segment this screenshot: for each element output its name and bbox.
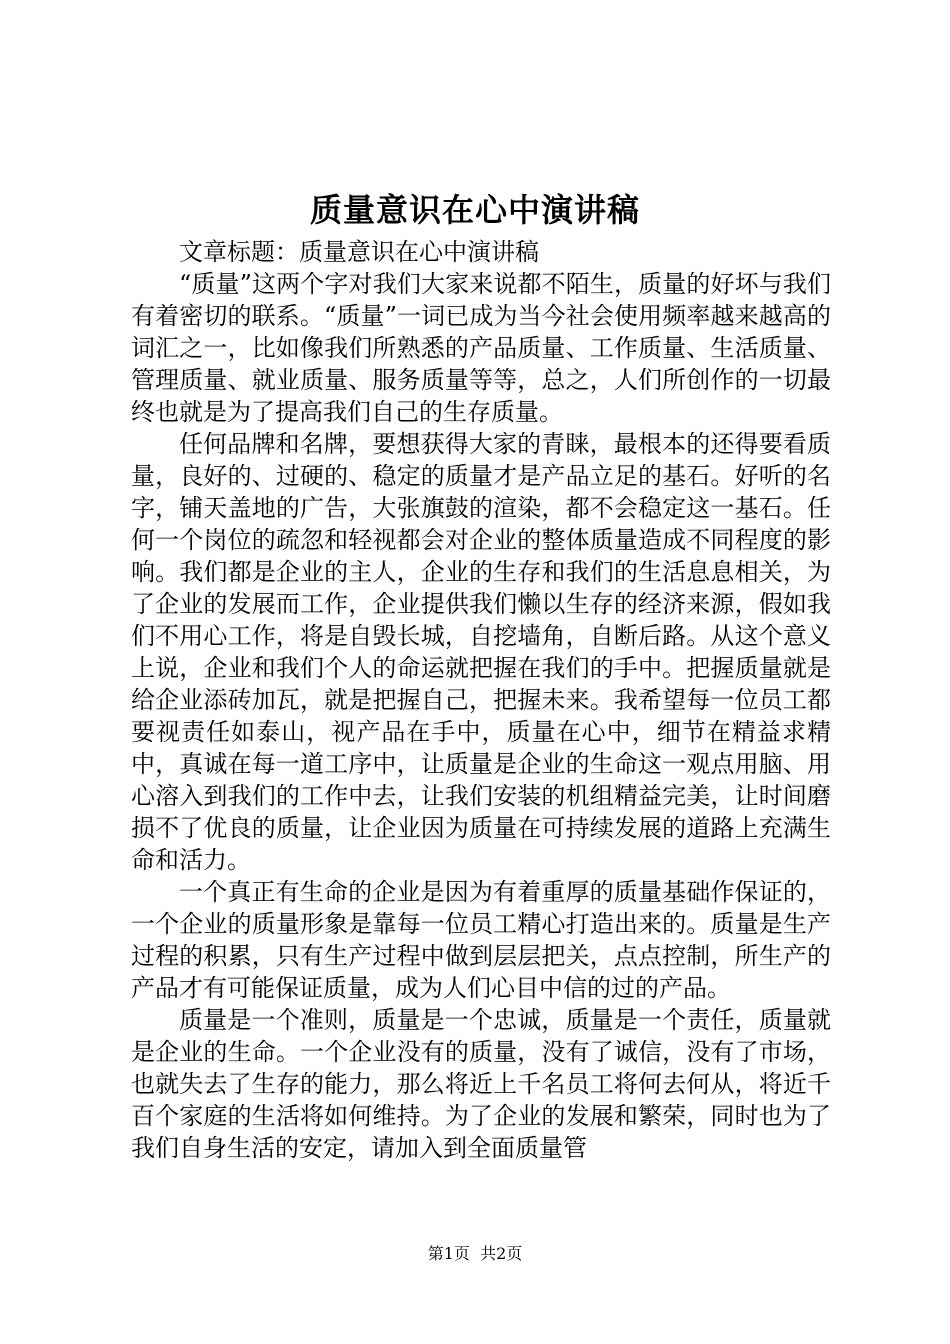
paragraph-3: 一个真正有生命的企业是因为有着重厚的质量基础作保证的，一个企业的质量形象是靠每一位员工精心打造出来的。质量是生产过程的积累，只有生产过程中做到层层把关，点点控制，所生产的产品才有可能保证质量，成为人们心目中信的过的产品。 xyxy=(131,878,831,1002)
page-total: 共2页 xyxy=(480,1244,523,1263)
page-number: 第1页 xyxy=(427,1244,470,1263)
document-title: 质量意识在心中演讲稿 xyxy=(309,191,640,229)
paragraph-2: 任何品牌和名牌，要想获得大家的青睐，最根本的还得要看质量，良好的、过硬的、稳定的质量才是产品立足的基石。好听的名字，铺天盖地的广告，大张旗鼓的渲染，都不会稳定这一基石。任何一个岗位的疏忽和轻视都会对企业的整体质量造成不同程度的影响。我们都是企业的主人，企业的生存和我们的生活息息相关，为了企业的发展而工作，企业提供我们懒以生存的经济来源，假如我们不用心工作，将是自毁长城，自挖墙角，自断后路。从这个意义上说，企业和我们个人的命运就把握在我们的手中。把握质量就是给企业添砖加瓦，就是把握自己，把握未来。我希望每一位员工都要视责任如泰山，视产品在手中，质量在心中，细节在精益求精中，真诚在每一道工序中，让质量是企业的生命这一观点用脑、用心溶入到我们的工作中去，让我们安装的机组精益完美，让时间磨损不了优良的质量，让企业因为质量在可持续发展的道路上充满生命和活力。 xyxy=(131,430,831,874)
paragraph-4: 质量是一个准则，质量是一个忠诚，质量是一个责任，质量就是企业的生命。一个企业没有的质量，没有了诚信，没有了市场，也就失去了生存的能力，那么将近上千名员工将何去何从，将近千百个家庭的生活将如何维持。为了企业的发展和繁荣，同时也为了我们自身生活的安定，请加入到全面质量管 xyxy=(131,1006,831,1162)
page-footer xyxy=(0,1242,950,1266)
paragraph-article-title: 文章标题：质量意识在心中演讲稿 xyxy=(179,238,539,266)
paragraph-1: “质量”这两个字对我们大家来说都不陌生，质量的好坏与我们有着密切的联系。“质量”一词已成为当今社会使用频率越来越高的词汇之一，比如像我们所熟悉的产品质量、工作质量、生活质量、管理质量、就业质量、服务质量等等，总之，人们所创作的一切最终也就是为了提高我们自己的生存质量。 xyxy=(131,270,831,426)
document-body xyxy=(131,236,831,1164)
